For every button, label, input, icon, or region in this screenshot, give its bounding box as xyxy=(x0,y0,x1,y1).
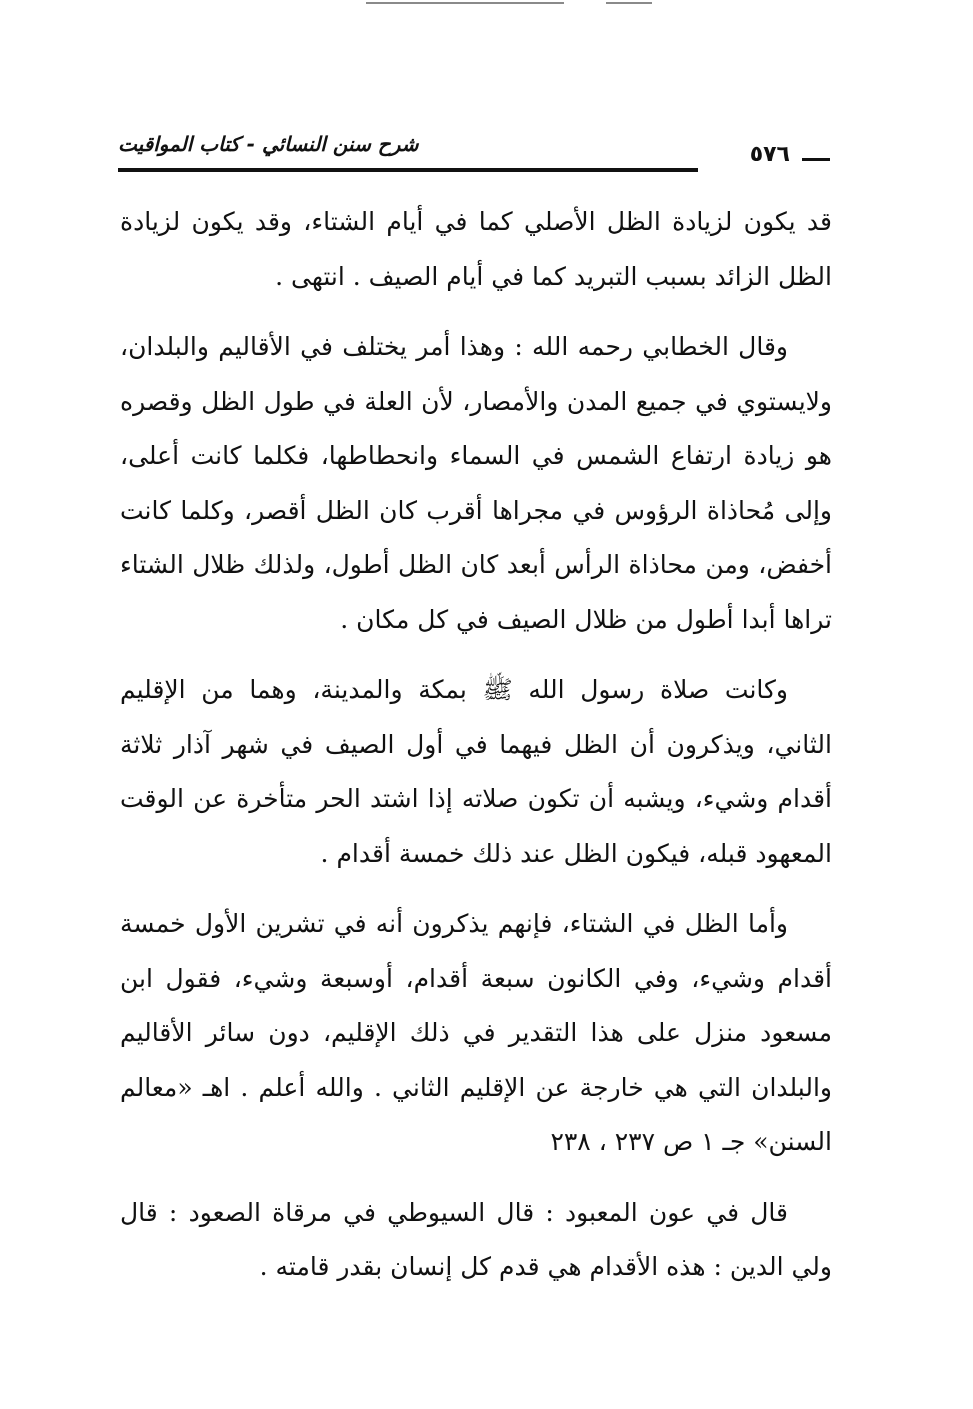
page-number: ٥٧٦ xyxy=(749,142,790,167)
page-header xyxy=(118,128,830,180)
paragraph-continuation: قد يكون لزيادة الظل الأصلي كما في أيام الشتاء، وقد يكون لزيادة الظل الزائد بسبب التبريد كما في أيام الصيف . انتهى . xyxy=(120,207,832,291)
paragraph-awn-al-mabud: قال في عون المعبود : قال السيوطي في مرقاة الصعود : قال ولي الدين : هذه الأقدام هي قدم كل إنسان بقدر قامته . xyxy=(120,1197,832,1281)
page-body xyxy=(120,195,832,1295)
paragraph-prayer-time: وكانت صلاة رسول الله ﷺ بمكة والمدينة، وهما من الإقليم الثاني، ويذكرون أن الظل فيهما في أول الصيف في شهر آذار ثلاثة أقدام وشيء، ويشبه أن تكون صلاته إذا اشتد الحر متأخرة عن الوقت المعهود قبله، فيكون الظل عند ذلك خمسة أقدام . xyxy=(120,675,832,868)
scan-edge-mark xyxy=(366,2,564,4)
paragraph-winter-shadow: وأما الظل في الشتاء، فإنهم يذكرون أنه في تشرين الأول خمسة أقدام وشيء، وفي الكانون سبعة أقدام، أوسبعة وشيء، فقول ابن مسعود منزل على هذا التقدير في ذلك الإقليم، دون سائر الأقاليم والبلدان التي هي خارجة عن الإقليم الثاني . والله أعلم . اهـ «معالم السنن» جـ ١ ص ٢٣٧ ، ٢٣٨ xyxy=(120,909,832,1156)
header-rule xyxy=(118,168,698,172)
scan-edge-mark xyxy=(606,2,652,4)
page-number-dash xyxy=(802,158,830,161)
paragraph-khattabi: وقال الخطابي رحمه الله : وهذا أمر يختلف في الأقاليم والبلدان، ولايستوي في جميع المدن والأمصار، لأن العلة في طول الظل وقصره هو زيادة ارتفاع الشمس في السماء وانحطاطها، فكلما كانت أعلى، وإلى مُحاذاة الرؤوس في مجراها أقرب كان الظل أقصر، وكلما كانت أخفض، ومن محاذاة الرأس أبعد كان الظل أطول، ولذلك ظلال الشتاء تراها أبدا أطول من ظلال الصيف في كل مكان . xyxy=(120,332,832,634)
running-title: شرح سنن النسائي - كتاب المواقيت xyxy=(118,132,419,156)
